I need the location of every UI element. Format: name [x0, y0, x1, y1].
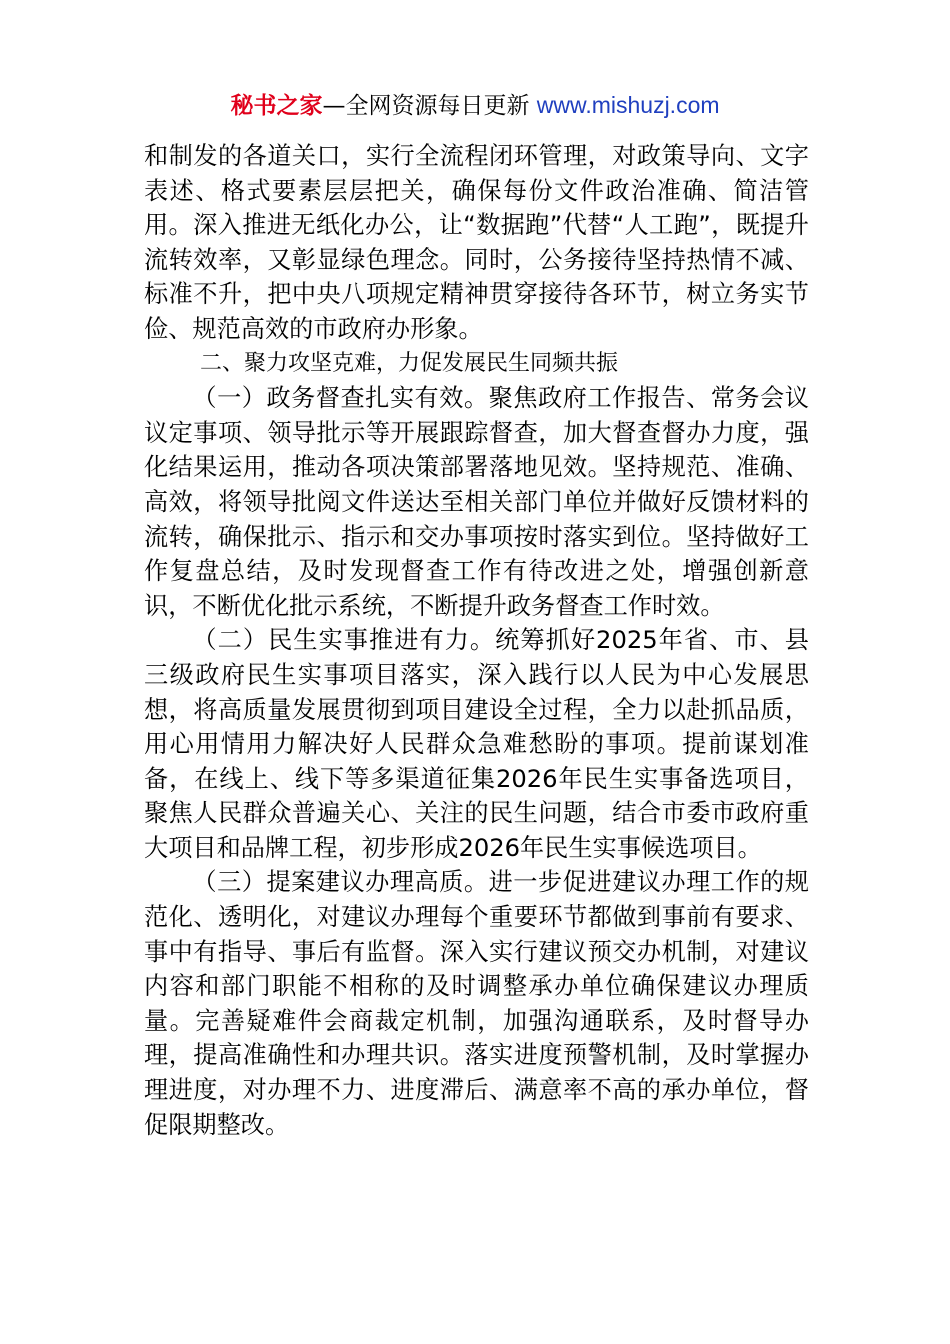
paragraph-livelihood-projects: （二）民生实事推进有力。统筹抓好2025年省、市、县三级政府民生实事项目落实，深入践行以人民为中心发展思想，将高质量发展贯彻到项目建设全过程，全力以赴抓品质，用心用情用力解决好人民群众急难愁盼的事项。提前谋划准备，在线上、线下等多渠道征集2026年民生实事备选项目，聚焦人民群众普遍关心、关注的民生问题，结合市委市政府重大项目和品牌工程，初步形成2026年民生实事候选项目。	[144, 626, 809, 862]
site-brand-name: 秘书之家	[230, 93, 323, 119]
paragraph-continued: 和制发的各道关口，实行全流程闭环管理，对政策导向、文字表述、格式要素层层把关，确保每份文件政治准确、简洁管用。深入推进无纸化办公，让“数据跑”代替“人工跑”，既提升流转效率，又彰显绿色理念。同时，公务接待坚持热情不减、标准不升，把中央八项规定精神贯穿接待各环节，树立务实节俭、规范高效的市政府办形象。	[144, 142, 809, 343]
paragraph-proposal-handling: （三）提案建议办理高质。进一步促进建议办理工作的规范化、透明化，对建议办理每个重要环节都做到事前有要求、事中有指导、事后有监督。深入实行建议预交办机制，对建议内容和部门职能不相称的及时调整承办单位确保建议办理质量。完善疑难件会商裁定机制，加强沟通联系，及时督导办理，提高准确性和办理共识。落实进度预警机制，及时掌握办理进度，对办理不力、进度滞后、满意率不高的承办单位，督促限期整改。	[144, 868, 809, 1139]
section-heading: 二、聚力攻坚克难，力促发展民生同频共振	[200, 350, 619, 376]
paragraph-supervision: （一）政务督查扎实有效。聚焦政府工作报告、常务会议议定事项、领导批示等开展跟踪督查，加大督查督办力度，强化结果运用，推动各项决策部署落地见效。坚持规范、准确、高效，将领导批阅文件送达至相关部门单位并做好反馈材料的流转，确保批示、指示和交办事项按时落实到位。坚持做好工作复盘总结，及时发现督查工作有待改进之处，增强创新意识，不断优化批示系统，不断提升政务督查工作时效。	[144, 384, 809, 620]
document-body	[144, 139, 809, 1142]
site-url-link[interactable]: www.mishuzj.com	[536, 92, 720, 118]
site-header	[0, 88, 950, 123]
site-tagline: —全网资源每日更新	[322, 93, 537, 119]
